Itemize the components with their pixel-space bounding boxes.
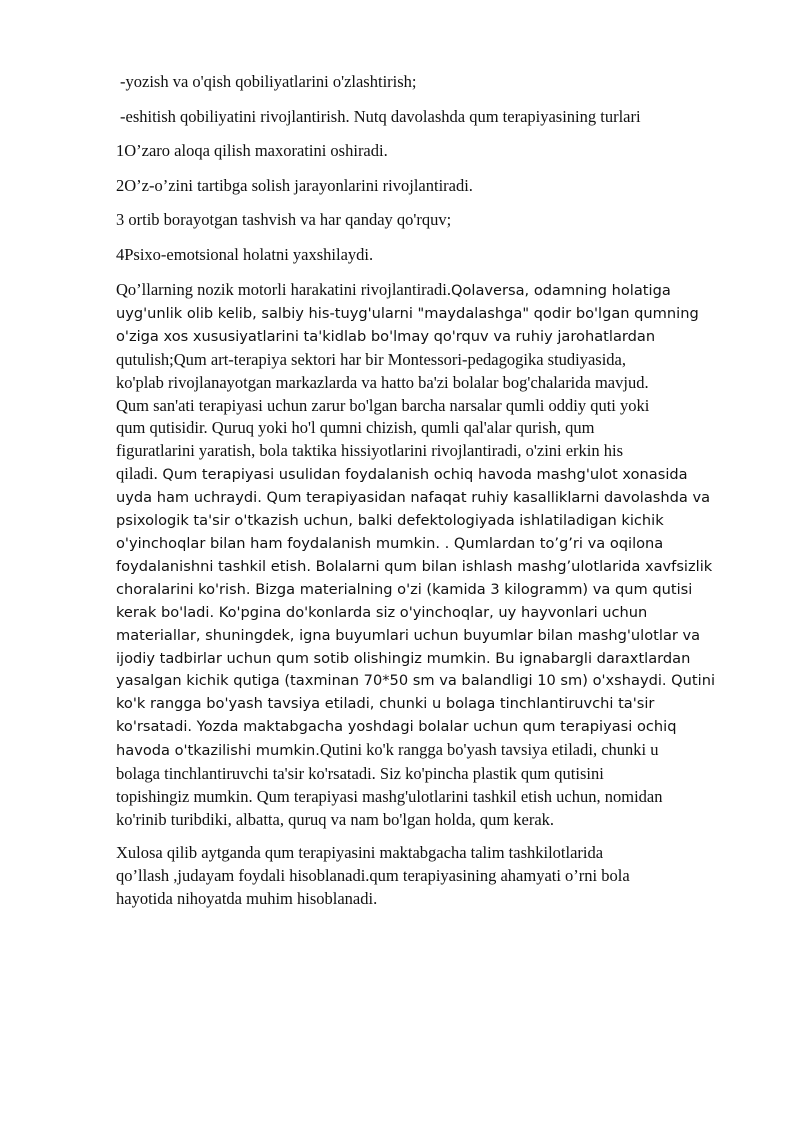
text-run: Qum terapiyasi usulidan foydalanish ochiq havoda mashg'ulot xonasida bbox=[157, 466, 688, 484]
paragraph-line bbox=[116, 279, 746, 303]
text-run: Qutini ko'k rangga bo'yash tavsiya etiladi, chunki u bbox=[319, 740, 659, 760]
text-run: qiladi. bbox=[116, 464, 158, 484]
conclusion-paragraph bbox=[116, 842, 746, 911]
paragraph-line: qo’llash ,judayam foydali hisoblanadi.qum terapiyasining ahamyati o’rni bola bbox=[116, 865, 630, 885]
paragraph-line: topishingiz mumkin. Qum terapiyasi mashg'ulotlarini tashkil etish uchun, nomidan bbox=[116, 786, 663, 806]
paragraph-line: psixologik ta'sir o'tkazish uchun, balki defektologiyada ishlatiladigan kichik bbox=[116, 512, 664, 530]
paragraph-line: foydalanishni tashkil etish. Bolalarni qum bilan ishlash mashg’ulotlarida xavfsizlik bbox=[116, 557, 713, 575]
paragraph-line: yasalgan kichik qutiga (taxminan 70*50 sm va balandligi 10 sm) o'xshaydi. Qutini bbox=[116, 672, 715, 690]
list-line: -yozish va o'qish qobiliyatlarini o'zlashtirish; bbox=[120, 72, 417, 91]
paragraph-line: ko'rsatadi. Yozda maktabgacha yoshdagi bolalar uchun qum terapiyasi ochiq bbox=[116, 718, 677, 736]
text-run: Qolaversa, odamning holatiga bbox=[450, 282, 671, 299]
main-paragraph bbox=[116, 279, 746, 832]
paragraph-line: figuratlarini yaratish, bola taktika hissiyotlarini rivojlantiradi, o'zini erkin his bbox=[116, 441, 624, 461]
paragraph-line: uyda ham uchraydi. Qum terapiyasidan nafaqat ruhiy kasalliklarni davolashda va bbox=[116, 489, 711, 507]
paragraph-line: hayotida nihoyatda muhim hisoblanadi. bbox=[116, 888, 378, 908]
list-line: 1O’zaro aloqa qilish maxoratini oshiradi. bbox=[116, 141, 388, 160]
paragraph-line: o'yinchoqlar bilan ham foydalanish mumkin. . Qumlardan to’g’ri va oqilona bbox=[116, 534, 664, 552]
text-run: Qo’llarning nozik motorli harakatini rivojlantiradi. bbox=[116, 280, 451, 299]
list-line: 2O’z-o’zini tartibga solish jarayonlarini rivojlantiradi. bbox=[116, 175, 473, 195]
list-line: 3 ortib borayotgan tashvish va har qanday qo'rquv; bbox=[116, 210, 452, 229]
paragraph-line: uyg'unlik olib kelib, salbiy his-tuyg'ularni "maydalashga" qodir bo'lgan qumning bbox=[116, 304, 699, 322]
document-body bbox=[116, 72, 746, 920]
paragraph-line: bolaga tinchlantiruvchi ta'sir ko'rsatadi. Siz ko'pincha plastik qum qutisini bbox=[116, 764, 604, 784]
paragraph-line: materiallar, shuningdek, igna buyumlari uchun buyumlar bilan mashg'ulotlar va bbox=[116, 626, 701, 644]
list-line: -eshitish qobiliyatini rivojlantirish. Nutq davolashda qum terapiyasining turlari bbox=[120, 106, 641, 126]
paragraph-line: ko'k rangga bo'yash tavsiya etiladi, chunki u bolaga tinchlantiruvchi ta'sir bbox=[116, 695, 655, 713]
paragraph-line: Xulosa qilib aytganda qum terapiyasini maktabgacha talim tashkilotlarida bbox=[116, 842, 604, 862]
paragraph-line bbox=[116, 739, 746, 763]
paragraph-line: kerak bo'ladi. Ko'pgina do'konlarda siz o'yinchoqlar, uy hayvonlari uchun bbox=[116, 603, 648, 621]
text-run: havoda o'tkazilishi mumkin. bbox=[116, 742, 320, 760]
paragraph-line: ijodiy tadbirlar uchun qum sotib olishingiz mumkin. Bu ignabargli daraxtlardan bbox=[116, 649, 691, 667]
paragraph-line: ko'plab rivojlanayotgan markazlarda va hatto ba'zi bolalar bog'chalarida mavjud. bbox=[116, 372, 649, 392]
paragraph-line: o'ziga xos xususiyatlarini ta'kidlab bo'lmay qo'rquv va ruhiy jarohatlardan bbox=[116, 327, 656, 345]
paragraph-line: ko'rinib turibdiki, albatta, quruq va nam bo'lgan holda, qum kerak. bbox=[116, 809, 555, 829]
paragraph-line: qum qutisidir. Quruq yoki ho'l qumni chizish, qumli qal'alar qurish, qum bbox=[116, 418, 595, 438]
paragraph-line: qutulish;Qum art-terapiya sektori har bir Montessori-pedagogika studiyasida, bbox=[116, 349, 627, 369]
list-line: 4Psixo-emotsional holatni yaxshilaydi. bbox=[116, 244, 374, 264]
paragraph-line: choralarini ko'rish. Bizga materialning o'zi (kamida 3 kilogramm) va qum qutisi bbox=[116, 580, 693, 598]
paragraph-line: Qum san'ati terapiyasi uchun zarur bo'lgan barcha narsalar qumli oddiy quti yoki bbox=[116, 395, 650, 415]
paragraph-line bbox=[116, 463, 746, 487]
